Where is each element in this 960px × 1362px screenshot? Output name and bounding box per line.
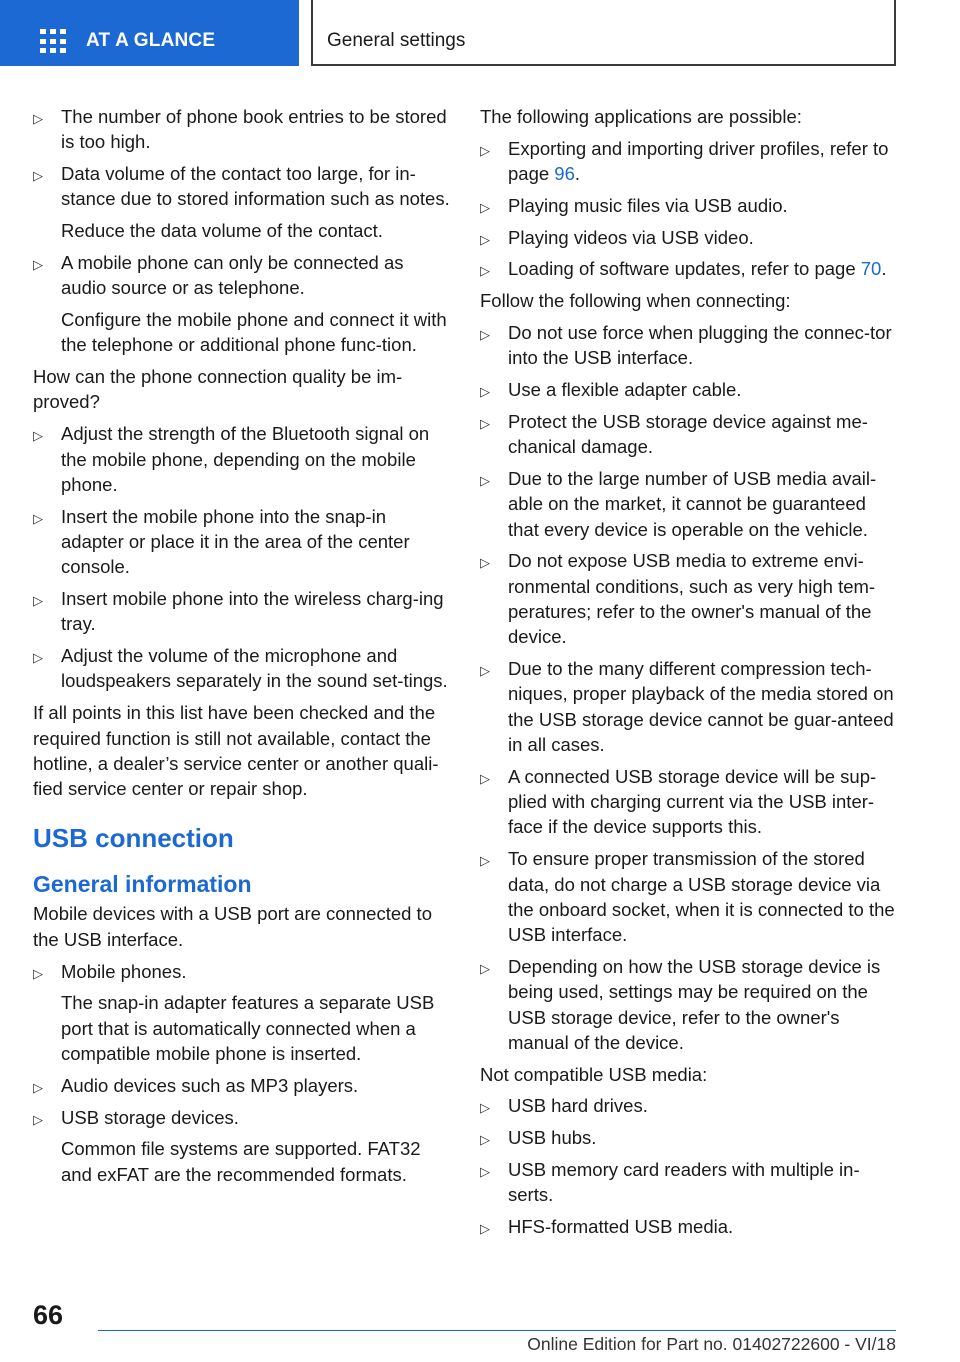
left-column (33, 104, 451, 1193)
list-item-text: The number of phone book entries to be stored is too high. (61, 106, 447, 153)
triangle-bullet-icon: ▷ (480, 263, 490, 279)
list-item-text: Audio devices such as MP3 players. (61, 1074, 359, 1096)
list-item (480, 548, 900, 649)
triangle-bullet-icon: ▷ (480, 142, 490, 158)
list-item (480, 1125, 900, 1150)
not-compatible-intro: Not compatible USB media: (480, 1063, 708, 1085)
triangle-bullet-icon: ▷ (33, 428, 43, 444)
grid-icon (40, 29, 67, 53)
triangle-bullet-icon: ▷ (480, 770, 490, 786)
page-link-96[interactable]: 96 (554, 163, 575, 185)
list-item (480, 377, 900, 402)
list-item (480, 1157, 900, 1208)
list-item-text (508, 136, 900, 187)
section-label: AT A GLANCE (86, 30, 216, 51)
list-item (480, 846, 900, 947)
list-item (33, 959, 451, 1067)
list-item-text: USB storage devices. (61, 1106, 239, 1128)
right-column (480, 104, 900, 1246)
list-item (33, 161, 451, 243)
quality-list (33, 421, 451, 693)
list-item-text: Playing videos via USB video. (508, 226, 754, 248)
applications-intro: The following applications are possible: (480, 106, 802, 127)
applications-list (480, 136, 900, 282)
triangle-bullet-icon: ▷ (33, 650, 43, 666)
list-item-text: USB hard drives. (508, 1095, 648, 1117)
triangle-bullet-icon: ▷ (33, 965, 43, 981)
list-item (480, 954, 900, 1055)
list-item (33, 104, 451, 155)
list-item-text: Adjust the strength of the Bluetooth signal on the mobile phone, depending on the mobile phone. (61, 423, 430, 495)
triangle-bullet-icon: ▷ (33, 593, 43, 609)
connecting-list (480, 320, 900, 1055)
edition-text: Online Edition for Part no. 01402722600 - VI/18 (527, 1334, 896, 1354)
triangle-bullet-icon: ▷ (33, 1111, 43, 1127)
triangle-bullet-icon: ▷ (480, 555, 490, 571)
list-item-subtext: Reduce the data volume of the contact. (61, 220, 383, 242)
triangle-bullet-icon: ▷ (33, 510, 43, 526)
section-tab[interactable] (0, 0, 299, 66)
triangle-bullet-icon: ▷ (480, 960, 490, 976)
triangle-bullet-icon: ▷ (480, 415, 490, 431)
list-item-text: Protect the USB storage device against me-chanical damage. (508, 410, 868, 458)
list-item-text (508, 256, 900, 281)
list-item-text: Do not use force when plugging the connec-tor into the USB interface. (508, 322, 892, 369)
list-item-text: Insert mobile phone into the wireless charg-ing tray. (61, 588, 444, 635)
triangle-bullet-icon: ▷ (480, 384, 490, 400)
page-number: 66 (33, 1300, 64, 1330)
list-item-text: Data volume of the contact too large, for in-stance due to stored information such as notes. (61, 163, 450, 210)
list-item (480, 225, 900, 250)
triangle-bullet-icon: ▷ (33, 256, 43, 272)
list-item (33, 643, 451, 694)
triangle-bullet-icon: ▷ (33, 168, 43, 184)
list-item (480, 136, 900, 187)
page-title: General settings (327, 30, 466, 51)
list-item-suffix: . (881, 258, 887, 280)
list-item-suffix: . (574, 163, 581, 185)
triangle-bullet-icon: ▷ (480, 1163, 490, 1179)
triangle-bullet-icon: ▷ (480, 473, 490, 489)
list-item-text: Playing music files via USB audio. (508, 194, 788, 216)
list-item (480, 1214, 900, 1239)
list-item-text: Do not expose USB media to extreme envi-ronmental conditions, such as very high tem-peratures; refer to the owner's manual of the device. (508, 550, 876, 648)
list-item (33, 1073, 451, 1098)
issue-list (33, 104, 451, 358)
list-item-text: Use a flexible adapter cable. (508, 379, 742, 401)
list-item (480, 256, 900, 281)
list-item (480, 409, 900, 460)
list-item-text: Due to the many different compression tech-niques, proper playback of the media stored on the USB storage device cannot be guar-anteed in all cases. (508, 658, 894, 756)
list-item (480, 466, 900, 542)
header-title-box (311, 0, 896, 66)
triangle-bullet-icon: ▷ (480, 1132, 490, 1148)
intro-paragraph: Mobile devices with a USB port are connected to the USB interface. (33, 903, 432, 950)
triangle-bullet-icon: ▷ (480, 199, 490, 215)
list-item-text: Due to the large number of USB media avail-able on the market, it cannot be guaranteed that every device is operable on the vehicle. (508, 468, 877, 540)
list-item-label: Loading of software updates, refer to page (508, 258, 861, 280)
list-item-text: A mobile phone can only be connected as audio source or as telephone. (61, 251, 404, 299)
triangle-bullet-icon: ▷ (33, 111, 43, 126)
list-item (480, 1093, 900, 1118)
triangle-bullet-icon: ▷ (480, 1221, 490, 1237)
connecting-intro: Follow the following when connecting: (480, 290, 791, 312)
list-item (33, 250, 451, 358)
list-item (480, 320, 900, 371)
list-item (33, 504, 451, 580)
list-item-text: Mobile phones. (61, 960, 187, 982)
question-paragraph: How can the phone connection quality be im-proved? (33, 366, 403, 413)
list-item-text: To ensure proper transmission of the stored data, do not charge a USB storage device via the onboard socket, when it is connected to the USB interface. (508, 848, 895, 946)
list-item (33, 1105, 451, 1187)
triangle-bullet-icon: ▷ (480, 327, 490, 343)
device-list (33, 959, 451, 1187)
section-heading-usb: USB connection (33, 823, 234, 854)
triangle-bullet-icon: ▷ (480, 231, 490, 247)
triangle-bullet-icon: ▷ (480, 853, 490, 869)
list-item (33, 421, 451, 497)
list-item-subtext: Configure the mobile phone and connect it with the telephone or additional phone func-tion. (61, 309, 447, 356)
list-item-text: A connected USB storage device will be sup-plied with charging current via the USB inter-face if the device supports this. (508, 765, 877, 838)
list-item-text: USB hubs. (508, 1127, 597, 1149)
not-compatible-list (480, 1093, 900, 1239)
closing-paragraph: If all points in this list have been checked and the required function is still not available, contact the hotline, a dealer’s service center or another quali-fied service center or repair shop. (33, 702, 439, 800)
page-header (0, 0, 960, 66)
list-item (480, 656, 900, 757)
list-item (480, 764, 900, 840)
subsection-heading-general: General information (33, 871, 252, 898)
list-item-text: HFS-formatted USB media. (508, 1216, 734, 1238)
list-item-text: Insert the mobile phone into the snap-in adapter or place it in the area of the center console. (61, 505, 410, 578)
list-item (33, 586, 451, 637)
list-item-text: Depending on how the USB storage device is being used, settings may be required on the USB storage device, refer to the owner's manual of the device. (508, 955, 881, 1053)
list-item-text: USB memory card readers with multiple in-serts. (508, 1158, 860, 1206)
triangle-bullet-icon: ▷ (480, 1100, 490, 1116)
list-item-subtext: The snap-in adapter features a separate USB port that is automatically connected when a compatible mobile phone is inserted. (61, 992, 435, 1064)
page-link-70[interactable]: 70 (860, 258, 882, 280)
list-item (480, 193, 900, 218)
list-item-label: Exporting and importing driver profiles, refer to page (508, 137, 889, 185)
list-item-text: Adjust the volume of the microphone and loudspeakers separately in the sound set-tings. (61, 645, 448, 692)
triangle-bullet-icon: ▷ (480, 663, 490, 679)
list-item-subtext: Common file systems are supported. FAT32 and exFAT are the recommended formats. (61, 1138, 421, 1185)
triangle-bullet-icon: ▷ (33, 1079, 43, 1095)
footer-divider (98, 1330, 896, 1331)
